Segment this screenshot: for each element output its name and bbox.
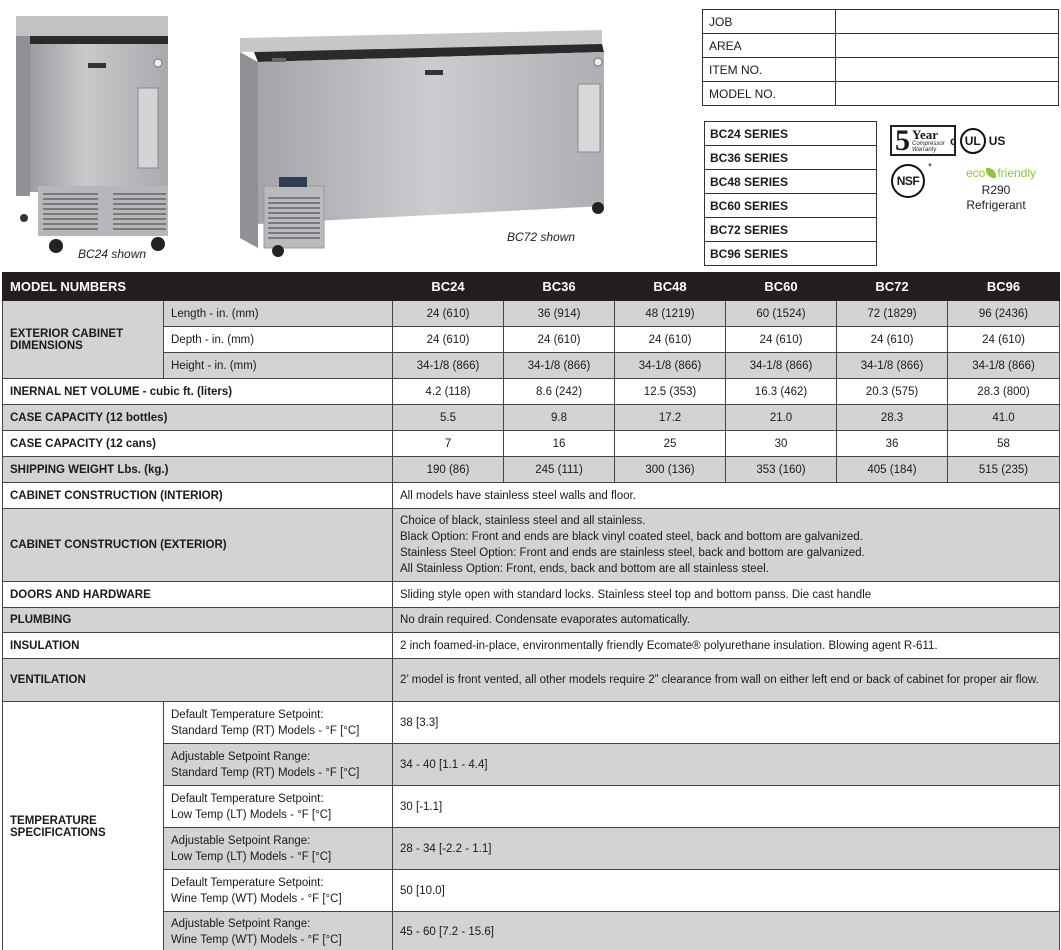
warranty-line2: Warranty	[912, 147, 937, 153]
plumbing-label: PLUMBING	[3, 608, 393, 633]
depth-bc36: 24 (610)	[504, 327, 615, 353]
cans-bc36: 16	[504, 431, 615, 457]
volume-label: INERNAL NET VOLUME - cubic ft. (liters)	[3, 379, 393, 405]
bottles-bc72: 28.3	[837, 405, 948, 431]
length-bc72: 72 (1829)	[837, 301, 948, 327]
weight-bc24: 190 (86)	[393, 457, 504, 483]
bc24-product-image	[8, 8, 178, 253]
plumbing-value: No drain required. Condensate evaporates automatically.	[393, 608, 1060, 633]
volume-bc48: 12.5 (353)	[615, 379, 726, 405]
temp-spec-label	[164, 828, 393, 870]
insulation-value: 2 inch foamed-in-place, environmentally friendly Ecomate® polyurethane insulation. Blowing agent R-611.	[393, 633, 1060, 659]
height-bc48: 34-1/8 (866)	[615, 353, 726, 379]
refrigerant-word: Refrigerant	[966, 198, 1026, 212]
table-row	[3, 431, 1060, 457]
length-bc96: 96 (2436)	[948, 301, 1060, 327]
exterior-line: Choice of black, stainless steel and all stainless.	[400, 515, 646, 527]
bottles-bc24: 5.5	[393, 405, 504, 431]
model-header-bc36: BC36	[504, 273, 615, 301]
series-item-bc24[interactable]: BC24 SERIES	[705, 122, 877, 146]
friendly-text: friendly	[997, 166, 1037, 180]
nsf-asterisk: *	[928, 162, 932, 173]
refrigerant-code: R290	[981, 183, 1011, 197]
bottles-label: CASE CAPACITY (12 bottles)	[3, 405, 393, 431]
table-row	[3, 379, 1060, 405]
nsf-certification-icon: NSF	[891, 164, 925, 198]
exterior-line: Black Option: Front and ends are black vinyl coated steel, back and bottom are galvanized.	[400, 531, 863, 543]
depth-bc96: 24 (610)	[948, 327, 1060, 353]
temp-spec-label	[164, 870, 393, 912]
table-row	[3, 633, 1060, 659]
cans-bc60: 30	[726, 431, 837, 457]
model-header-bc96: BC96	[948, 273, 1060, 301]
depth-bc72: 24 (610)	[837, 327, 948, 353]
length-bc48: 48 (1219)	[615, 301, 726, 327]
model-header-bc24: BC24	[393, 273, 504, 301]
volume-bc24: 4.2 (118)	[393, 379, 504, 405]
table-row	[3, 659, 1060, 702]
series-item-bc96[interactable]: BC96 SERIES	[705, 242, 877, 266]
table-row	[3, 509, 1060, 582]
bottles-bc36: 9.8	[504, 405, 615, 431]
ventilation-value: 2’ model is front vented, all other models require 2” clearance from wall on either left end or back of cabinet for proper air flow.	[393, 659, 1060, 702]
spec-table	[2, 272, 1060, 950]
job-label: JOB	[703, 10, 836, 34]
interior-construction-label: CABINET CONSTRUCTION (INTERIOR)	[3, 483, 393, 509]
table-row	[3, 702, 1060, 744]
table-row	[3, 483, 1060, 509]
temp-spec-label-line2: Low Temp (LT) Models - °F [°C]	[171, 850, 332, 863]
temp-spec-label-line1: Default Temperature Setpoint:	[171, 708, 324, 721]
series-item-bc60[interactable]: BC60 SERIES	[705, 194, 877, 218]
temp-spec-value: 34 - 40 [1.1 - 4.4]	[393, 744, 1060, 786]
length-bc60: 60 (1524)	[726, 301, 837, 327]
item-no-field[interactable]	[836, 58, 1059, 82]
height-bc24: 34-1/8 (866)	[393, 353, 504, 379]
warranty-line1: Compressor	[912, 141, 945, 147]
ul-c-text: c	[950, 134, 957, 148]
temp-spec-label-line2: Wine Temp (WT) Models - °F [°C]	[171, 934, 342, 946]
model-header-bc48: BC48	[615, 273, 726, 301]
spec-header-row	[3, 273, 1060, 301]
temp-spec-value: 30 [-1.1]	[393, 786, 1060, 828]
cans-bc96: 58	[948, 431, 1060, 457]
table-row	[3, 301, 1060, 327]
model-header-bc60: BC60	[726, 273, 837, 301]
weight-bc96: 515 (235)	[948, 457, 1060, 483]
temp-spec-label	[164, 702, 393, 744]
temp-spec-label-line1: Default Temperature Setpoint:	[171, 876, 324, 889]
weight-bc60: 353 (160)	[726, 457, 837, 483]
temp-spec-label-line2: Low Temp (LT) Models - °F [°C]	[171, 808, 332, 821]
bottles-bc48: 17.2	[615, 405, 726, 431]
job-field[interactable]	[836, 10, 1059, 34]
exterior-construction-label: CABINET CONSTRUCTION (EXTERIOR)	[3, 509, 393, 582]
bottles-bc96: 41.0	[948, 405, 1060, 431]
temp-spec-value: 28 - 34 [-2.2 - 1.1]	[393, 828, 1060, 870]
model-no-row	[703, 82, 1059, 106]
ventilation-label: VENTILATION	[3, 659, 393, 702]
table-row	[3, 457, 1060, 483]
table-row	[3, 582, 1060, 608]
exterior-line: All Stainless Option: Front, ends, back and bottom are all stainless steel.	[400, 563, 769, 575]
temp-spec-value: 45 - 60 [7.2 - 15.6]	[393, 912, 1060, 950]
temp-spec-value: 38 [3.3]	[393, 702, 1060, 744]
bc72-caption: BC72 shown	[507, 230, 576, 244]
job-info-table	[702, 9, 1059, 106]
doors-hardware-label: DOORS AND HARDWARE	[3, 582, 393, 608]
model-no-label: MODEL NO.	[703, 82, 836, 106]
insulation-label: INSULATION	[3, 633, 393, 659]
height-label: Height - in. (mm)	[164, 353, 393, 379]
depth-bc60: 24 (610)	[726, 327, 837, 353]
item-no-row	[703, 58, 1059, 82]
cans-bc24: 7	[393, 431, 504, 457]
volume-bc96: 28.3 (800)	[948, 379, 1060, 405]
temp-spec-label-line1: Adjustable Setpoint Range:	[171, 918, 311, 930]
height-bc72: 34-1/8 (866)	[837, 353, 948, 379]
ul-us-text: US	[988, 134, 1006, 148]
item-no-label: ITEM NO.	[703, 58, 836, 82]
volume-bc36: 8.6 (242)	[504, 379, 615, 405]
temp-spec-label-line1: Default Temperature Setpoint:	[171, 792, 324, 805]
dimensions-group-label: EXTERIOR CABINET DIMENSIONS	[3, 301, 164, 379]
job-row	[703, 10, 1059, 34]
warranty-year: Year	[912, 127, 938, 142]
temp-spec-label-line2: Wine Temp (WT) Models - °F [°C]	[171, 892, 342, 905]
depth-bc48: 24 (610)	[615, 327, 726, 353]
temp-spec-value: 50 [10.0]	[393, 870, 1060, 912]
table-row	[3, 405, 1060, 431]
weight-bc72: 405 (184)	[837, 457, 948, 483]
series-item-bc48[interactable]: BC48 SERIES	[705, 170, 877, 194]
temperature-group-label: TEMPERATURE SPECIFICATIONS	[3, 702, 164, 950]
temp-spec-label	[164, 786, 393, 828]
depth-bc24: 24 (610)	[393, 327, 504, 353]
volume-bc72: 20.3 (575)	[837, 379, 948, 405]
eco-friendly-icon	[955, 166, 1047, 180]
bc24-caption: BC24 shown	[78, 247, 147, 261]
warranty-badge-icon	[890, 125, 956, 156]
temp-spec-label	[164, 744, 393, 786]
refrigerant-label	[950, 183, 1042, 213]
model-no-field[interactable]	[836, 82, 1059, 106]
depth-label: Depth - in. (mm)	[164, 327, 393, 353]
model-numbers-header: MODEL NUMBERS	[3, 273, 393, 301]
cul-us-certification-icon	[950, 125, 1040, 157]
eco-text: eco	[965, 166, 986, 180]
series-item-bc72[interactable]: BC72 SERIES	[705, 218, 877, 242]
weight-label: SHIPPING WEIGHT Lbs. (kg.)	[3, 457, 393, 483]
height-bc60: 34-1/8 (866)	[726, 353, 837, 379]
temp-spec-label	[164, 912, 393, 950]
interior-construction-value: All models have stainless steel walls and floor.	[393, 483, 1060, 509]
area-field[interactable]	[836, 34, 1059, 58]
table-row	[3, 608, 1060, 633]
temp-spec-label-line2: Standard Temp (RT) Models - °F [°C]	[171, 766, 360, 779]
cans-bc48: 25	[615, 431, 726, 457]
temp-spec-label-line1: Adjustable Setpoint Range:	[171, 750, 311, 763]
area-row	[703, 34, 1059, 58]
series-list	[704, 121, 877, 266]
weight-bc48: 300 (136)	[615, 457, 726, 483]
doors-hardware-value: Sliding style open with standard locks. Stainless steel top and bottom panss. Die cast handle	[393, 582, 1060, 608]
temp-spec-label-line1: Adjustable Setpoint Range:	[171, 834, 311, 847]
volume-bc60: 16.3 (462)	[726, 379, 837, 405]
height-bc36: 34-1/8 (866)	[504, 353, 615, 379]
bottles-bc60: 21.0	[726, 405, 837, 431]
series-item-bc36[interactable]: BC36 SERIES	[705, 146, 877, 170]
length-bc24: 24 (610)	[393, 301, 504, 327]
cans-bc72: 36	[837, 431, 948, 457]
exterior-construction-value	[393, 509, 1060, 582]
warranty-number: 5	[895, 123, 910, 157]
bc72-product-image	[232, 26, 614, 258]
height-bc96: 34-1/8 (866)	[948, 353, 1060, 379]
length-label: Length - in. (mm)	[164, 301, 393, 327]
leaf-icon	[986, 168, 996, 178]
temp-spec-label-line2: Standard Temp (RT) Models - °F [°C]	[171, 724, 360, 737]
cans-label: CASE CAPACITY (12 cans)	[3, 431, 393, 457]
model-header-bc72: BC72	[837, 273, 948, 301]
weight-bc36: 245 (111)	[504, 457, 615, 483]
area-label: AREA	[703, 34, 836, 58]
length-bc36: 36 (914)	[504, 301, 615, 327]
exterior-line: Stainless Steel Option: Front and ends are stainless steel, back and bottom are galvanized.	[400, 547, 865, 559]
ul-circle-icon: UL	[960, 128, 986, 154]
